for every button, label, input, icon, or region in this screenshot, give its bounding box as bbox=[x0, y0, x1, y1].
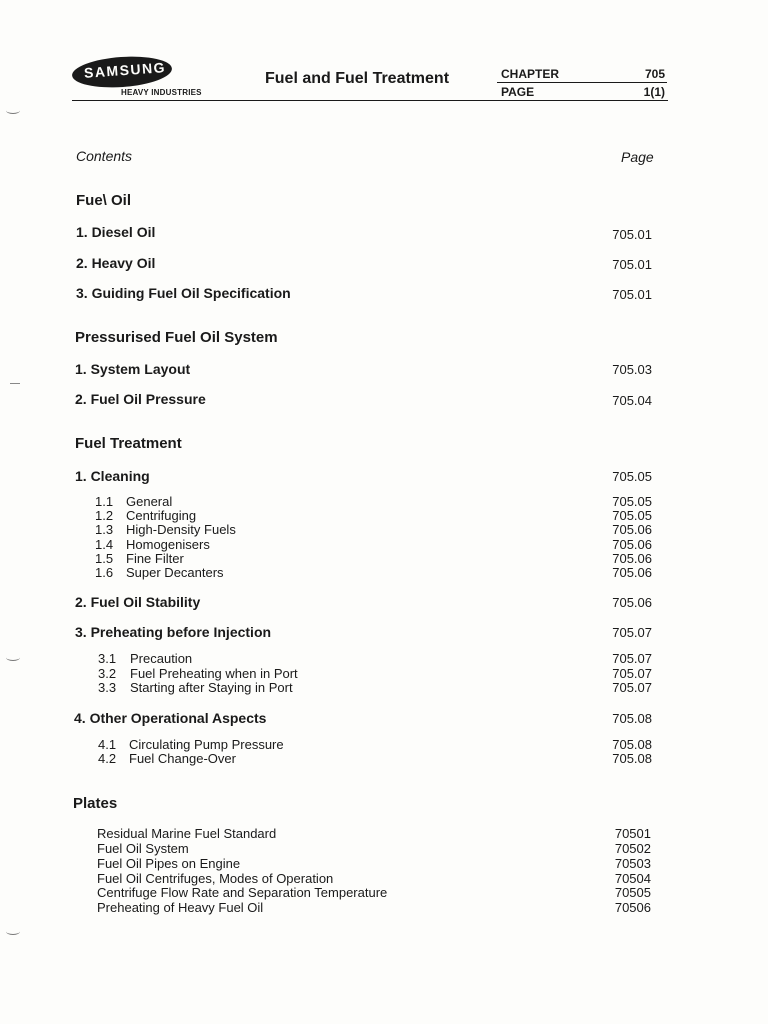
toc-page: 705.01 bbox=[612, 287, 652, 302]
margin-mark bbox=[6, 654, 20, 661]
toc-item: 2. Fuel Oil Pressure bbox=[75, 391, 206, 407]
toc-page: 705.05 bbox=[612, 508, 652, 523]
sub-label: Homogenisers bbox=[126, 537, 210, 552]
sub-label: Centrifuging bbox=[126, 508, 197, 523]
header-divider bbox=[497, 82, 667, 83]
chapter-value: 705 bbox=[644, 67, 665, 81]
sub-number: 1.2 bbox=[95, 508, 114, 523]
plate-number: 70502 bbox=[614, 841, 651, 856]
plate-label: Preheating of Heavy Fuel Oil bbox=[97, 900, 264, 915]
section-heading: Fuel Treatment bbox=[75, 435, 182, 452]
sub-number: 4.2 bbox=[98, 751, 117, 766]
toc-page: 705.07 bbox=[612, 625, 652, 640]
sub-label: Fuel Preheating when in Port bbox=[130, 666, 298, 681]
margin-mark bbox=[10, 383, 20, 384]
sub-number: 1.6 bbox=[95, 565, 114, 580]
sub-label: Fine Filter bbox=[126, 551, 184, 566]
toc-item: 2. Fuel Oil Stability bbox=[75, 594, 201, 610]
document-title: Fuel and Fuel Treatment bbox=[265, 70, 450, 87]
sub-label: Precaution bbox=[130, 651, 193, 666]
toc-page: 705.07 bbox=[612, 651, 652, 666]
toc-page: 705.08 bbox=[612, 737, 652, 752]
toc-page: 705.05 bbox=[612, 494, 652, 509]
plate-number: 70505 bbox=[614, 885, 651, 900]
plate-label: Fuel Oil Pipes on Engine bbox=[97, 856, 241, 871]
toc-page: 705.06 bbox=[612, 565, 652, 580]
page-value: 1(1) bbox=[643, 85, 665, 99]
logo-subtitle: HEAVY INDUSTRIES bbox=[121, 88, 202, 97]
plate-label: Centrifuge Flow Rate and Separation Temperature bbox=[97, 885, 388, 900]
toc-page: 705.01 bbox=[612, 227, 652, 242]
plate-label: Fuel Oil System bbox=[97, 841, 189, 856]
toc-page: 705.06 bbox=[612, 551, 652, 566]
toc-item: 1. Cleaning bbox=[75, 468, 150, 484]
sub-number: 1.4 bbox=[95, 537, 114, 552]
sub-label: High-Density Fuels bbox=[126, 522, 236, 537]
toc-item: 3. Guiding Fuel Oil Specification bbox=[76, 285, 291, 301]
toc-page: 705.04 bbox=[612, 393, 652, 408]
toc-page: 705.07 bbox=[612, 666, 652, 681]
sub-label: Starting after Staying in Port bbox=[130, 680, 293, 695]
toc-item: 1. System Layout bbox=[75, 361, 191, 377]
margin-mark bbox=[6, 928, 20, 935]
section-heading: Pressurised Fuel Oil System bbox=[75, 329, 278, 346]
sub-number: 4.1 bbox=[98, 737, 117, 752]
margin-mark bbox=[6, 107, 20, 114]
sub-label: Circulating Pump Pressure bbox=[129, 737, 284, 752]
page-heading: Page bbox=[621, 149, 654, 165]
sub-number: 1.1 bbox=[95, 494, 114, 509]
plate-label: Fuel Oil Centrifuges, Modes of Operation bbox=[97, 871, 334, 886]
toc-page: 705.06 bbox=[612, 537, 652, 552]
plate-label: Residual Marine Fuel Standard bbox=[97, 826, 277, 841]
toc-page: 705.08 bbox=[612, 751, 652, 766]
page-label: PAGE bbox=[501, 85, 535, 99]
sub-number: 3.3 bbox=[98, 680, 117, 695]
plate-number: 70503 bbox=[614, 856, 651, 871]
sub-label: General bbox=[126, 494, 173, 509]
section-heading: Plates bbox=[73, 795, 118, 812]
header-rule bbox=[72, 100, 668, 101]
sub-label: Super Decanters bbox=[126, 565, 224, 580]
logo-text: SAMSUNG bbox=[83, 59, 167, 81]
toc-page: 705.03 bbox=[612, 362, 652, 377]
sub-label: Fuel Change-Over bbox=[129, 751, 236, 766]
toc-page: 705.06 bbox=[612, 595, 652, 610]
toc-page: 705.07 bbox=[612, 680, 652, 695]
chapter-label: CHAPTER bbox=[501, 67, 560, 81]
toc-page: 705.08 bbox=[612, 711, 652, 726]
toc-item: 1. Diesel Oil bbox=[76, 224, 156, 240]
plate-number: 70504 bbox=[614, 871, 651, 886]
toc-item: 3. Preheating before Injection bbox=[75, 624, 272, 640]
toc-page: 705.05 bbox=[612, 469, 652, 484]
sub-number: 1.5 bbox=[95, 551, 114, 566]
section-heading: Fue\ Oil bbox=[76, 192, 132, 209]
toc-page: 705.01 bbox=[612, 257, 652, 272]
toc-page: 705.06 bbox=[612, 522, 652, 537]
sub-number: 3.2 bbox=[98, 666, 117, 681]
plate-number: 70501 bbox=[614, 826, 651, 841]
sub-number: 3.1 bbox=[98, 651, 117, 666]
plate-number: 70506 bbox=[614, 900, 651, 915]
contents-heading: Contents bbox=[76, 148, 133, 164]
toc-item: 4. Other Operational Aspects bbox=[74, 710, 267, 726]
sub-number: 1.3 bbox=[95, 522, 114, 537]
toc-item: 2. Heavy Oil bbox=[76, 255, 156, 271]
